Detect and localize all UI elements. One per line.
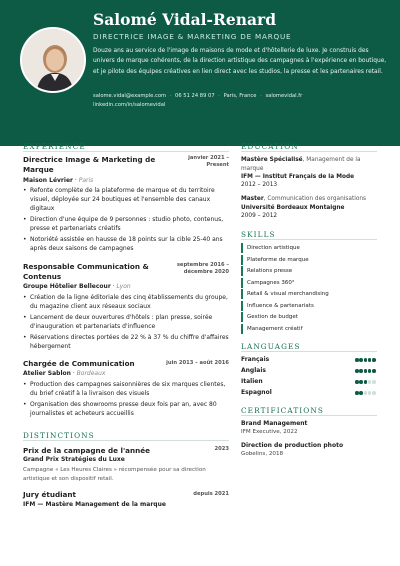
level-dot <box>372 369 376 373</box>
certifications-rule <box>241 415 377 416</box>
level-dot <box>359 391 363 395</box>
language-name: Anglais <box>241 367 266 374</box>
distinction-date: depuis 2021 <box>193 491 229 497</box>
language-level <box>355 358 377 362</box>
level-dot <box>372 391 376 395</box>
job-bullet: • Lancement de deux ouvertures d'hôtels : plan presse, soirée d'inauguration et partenariats d'influence <box>23 313 229 331</box>
level-dot <box>364 380 368 384</box>
level-dot <box>364 358 368 362</box>
profile-summary: Douze ans au service de l'image de maisons de mode et d'hôtellerie de luxe. Je construis des univers de marque cohérents, de la direction artistique des campagnes à l'expérience en boutique, et je pilote des équipes créatives en lien direct avec les studios, la presse et les partenaires retail. <box>93 48 387 75</box>
education-heading: EDUCATION <box>241 142 299 151</box>
job-location: Lyon <box>116 283 131 290</box>
distinction-issuer: Grand Prix Stratégies du Luxe <box>23 456 125 463</box>
edu-degree-line <box>241 156 377 173</box>
contact-linkedin[interactable]: linkedin.com/in/salomevidal <box>93 101 166 108</box>
edu-years: 2012 – 2013 <box>241 182 278 188</box>
languages-rule <box>241 351 377 352</box>
distinction-description: Campagne « Les Heures Claires » récompensée pour sa direction artistique et son dispositif retail. <box>23 467 206 482</box>
skill-item: Influence & partenariats <box>241 301 341 311</box>
language-level <box>355 391 377 395</box>
level-dot <box>372 380 376 384</box>
level-dot <box>364 391 368 395</box>
skill-item: Plateforme de marque <box>241 255 341 265</box>
level-dot <box>355 391 359 395</box>
job-company: Groupe Hôtelier Bellecour <box>23 283 111 290</box>
job-date: septembre 2016 – décembre 2020 <box>176 262 229 276</box>
level-dot <box>368 369 372 373</box>
level-dot <box>355 369 359 373</box>
header-band <box>0 0 400 146</box>
certification-title: Brand Management <box>241 420 308 427</box>
level-dot <box>355 380 359 384</box>
distinctions-heading: DISTINCTIONS <box>23 431 95 440</box>
education-rule <box>241 151 377 152</box>
skills-rule <box>241 239 377 240</box>
separator: · <box>168 93 174 99</box>
edu-field: , Management de la marque <box>241 157 361 172</box>
certification-title: Direction de production photo <box>241 442 344 449</box>
skill-item: Retail & visual merchandising <box>241 289 341 299</box>
separator: · <box>258 93 264 99</box>
certifications-heading: CERTIFICATIONS <box>241 406 324 415</box>
skill-item: Management créatif <box>241 324 341 334</box>
candidate-name: Salomé Vidal-Renard <box>93 10 277 29</box>
skill-item: Relations presse <box>241 266 341 276</box>
job-org: Atelier Sablon · Bordeaux <box>23 370 106 377</box>
level-dot <box>355 358 359 362</box>
edu-school: Université Bordeaux Montaigne <box>241 205 345 211</box>
job-bullet: • Notoriété assistée en hausse de 18 points sur la cible 25-40 ans après deux saisons de campagnes <box>23 235 229 253</box>
job-org: Maison Lévrier · Paris <box>23 177 94 184</box>
job-bullets <box>23 293 229 352</box>
candidate-role: DIRECTRICE IMAGE & MARKETING DE MARQUE <box>93 32 292 41</box>
contact-location: Paris, France <box>223 93 257 99</box>
level-dot <box>359 358 363 362</box>
level-dot <box>368 391 372 395</box>
language-name: Espagnol <box>241 389 272 396</box>
job-date: janvier 2021 – Present <box>188 155 229 169</box>
edu-field: , Communication des organisations <box>263 196 367 202</box>
job-bullets <box>23 380 229 420</box>
language-level <box>355 380 377 384</box>
level-dot <box>359 380 363 384</box>
edu-school: IFM — Institut Français de la Mode <box>241 174 355 180</box>
level-dot <box>359 369 363 373</box>
job-title: Directrice Image & Marketing de Marque <box>23 155 156 174</box>
job-bullet: • Production des campagnes saisonnières de six marques clientes, du brief créatif à la livraison des visuels <box>23 380 229 398</box>
distinction-title: Jury étudiant <box>23 490 76 499</box>
contact-website[interactable]: salomevidal.fr <box>265 93 303 99</box>
job-location: Bordeaux <box>76 370 106 377</box>
skill-item: Direction artistique <box>241 243 341 253</box>
edu-degree: Master <box>241 196 264 202</box>
edu-degree: Mastère Spécialisé <box>241 157 303 163</box>
skills-heading: SKILLS <box>241 230 276 239</box>
job-bullet: • Refonte complète de la plateforme de marque et du territoire visuel, déployée sur 24 boutiques et l'ensemble des canaux digitaux <box>23 186 229 214</box>
experience-heading: EXPERIENCE <box>23 142 86 151</box>
job-company: Maison Lévrier <box>23 177 73 184</box>
job-date: juin 2013 – août 2016 <box>166 360 229 366</box>
job-bullet: • Création de la ligne éditoriale des cinq établissements du groupe, du magazine client aux réseaux sociaux <box>23 293 229 311</box>
job-bullets <box>23 186 229 255</box>
contact-phone[interactable]: 06 51 24 89 07 <box>175 93 215 99</box>
contact-line <box>93 92 302 101</box>
edu-degree-line <box>241 195 377 204</box>
level-dot <box>368 380 372 384</box>
job-location: Paris <box>78 177 94 184</box>
job-bullet: • Réservations directes portées de 22 % à 37 % du chiffre d'affaires hébergement <box>23 333 229 351</box>
level-dot <box>368 358 372 362</box>
contact-block <box>93 92 302 109</box>
distinction-issuer: IFM — Mastère Management de la marque <box>23 501 166 508</box>
skill-item: Campagnes 360° <box>241 278 341 288</box>
job-title: Chargée de Communication <box>23 359 135 368</box>
experience-rule <box>23 151 229 152</box>
profile-photo <box>20 27 86 93</box>
languages-heading: LANGUAGES <box>241 342 301 351</box>
separator: · <box>216 93 222 99</box>
distinctions-rule <box>23 440 229 441</box>
contact-email[interactable]: salome.vidal@example.com <box>93 93 167 99</box>
language-level <box>355 369 377 373</box>
job-bullet: • Direction d'une équipe de 9 personnes : studio photo, contenus, presse et partenariats créatifs <box>23 215 229 233</box>
level-dot <box>372 358 376 362</box>
language-name: Italien <box>241 378 263 385</box>
edu-years: 2009 – 2012 <box>241 213 278 219</box>
job-org: Groupe Hôtelier Bellecour · Lyon <box>23 283 131 290</box>
distinction-date: 2023 <box>214 446 229 452</box>
certification-issuer: Gobelins, 2018 <box>241 451 284 457</box>
distinction-title: Prix de la campagne de l'année <box>23 446 151 455</box>
job-company: Atelier Sablon <box>23 370 71 377</box>
level-dot <box>364 369 368 373</box>
language-name: Français <box>241 356 270 363</box>
job-title: Responsable Communication & Contenus <box>23 262 149 281</box>
skill-item: Gestion de budget <box>241 312 341 322</box>
certification-issuer: IFM Executive, 2022 <box>241 429 298 435</box>
job-bullet: • Organisation des showrooms presse deux fois par an, avec 80 journalistes et acheteurs accueillis <box>23 400 229 418</box>
